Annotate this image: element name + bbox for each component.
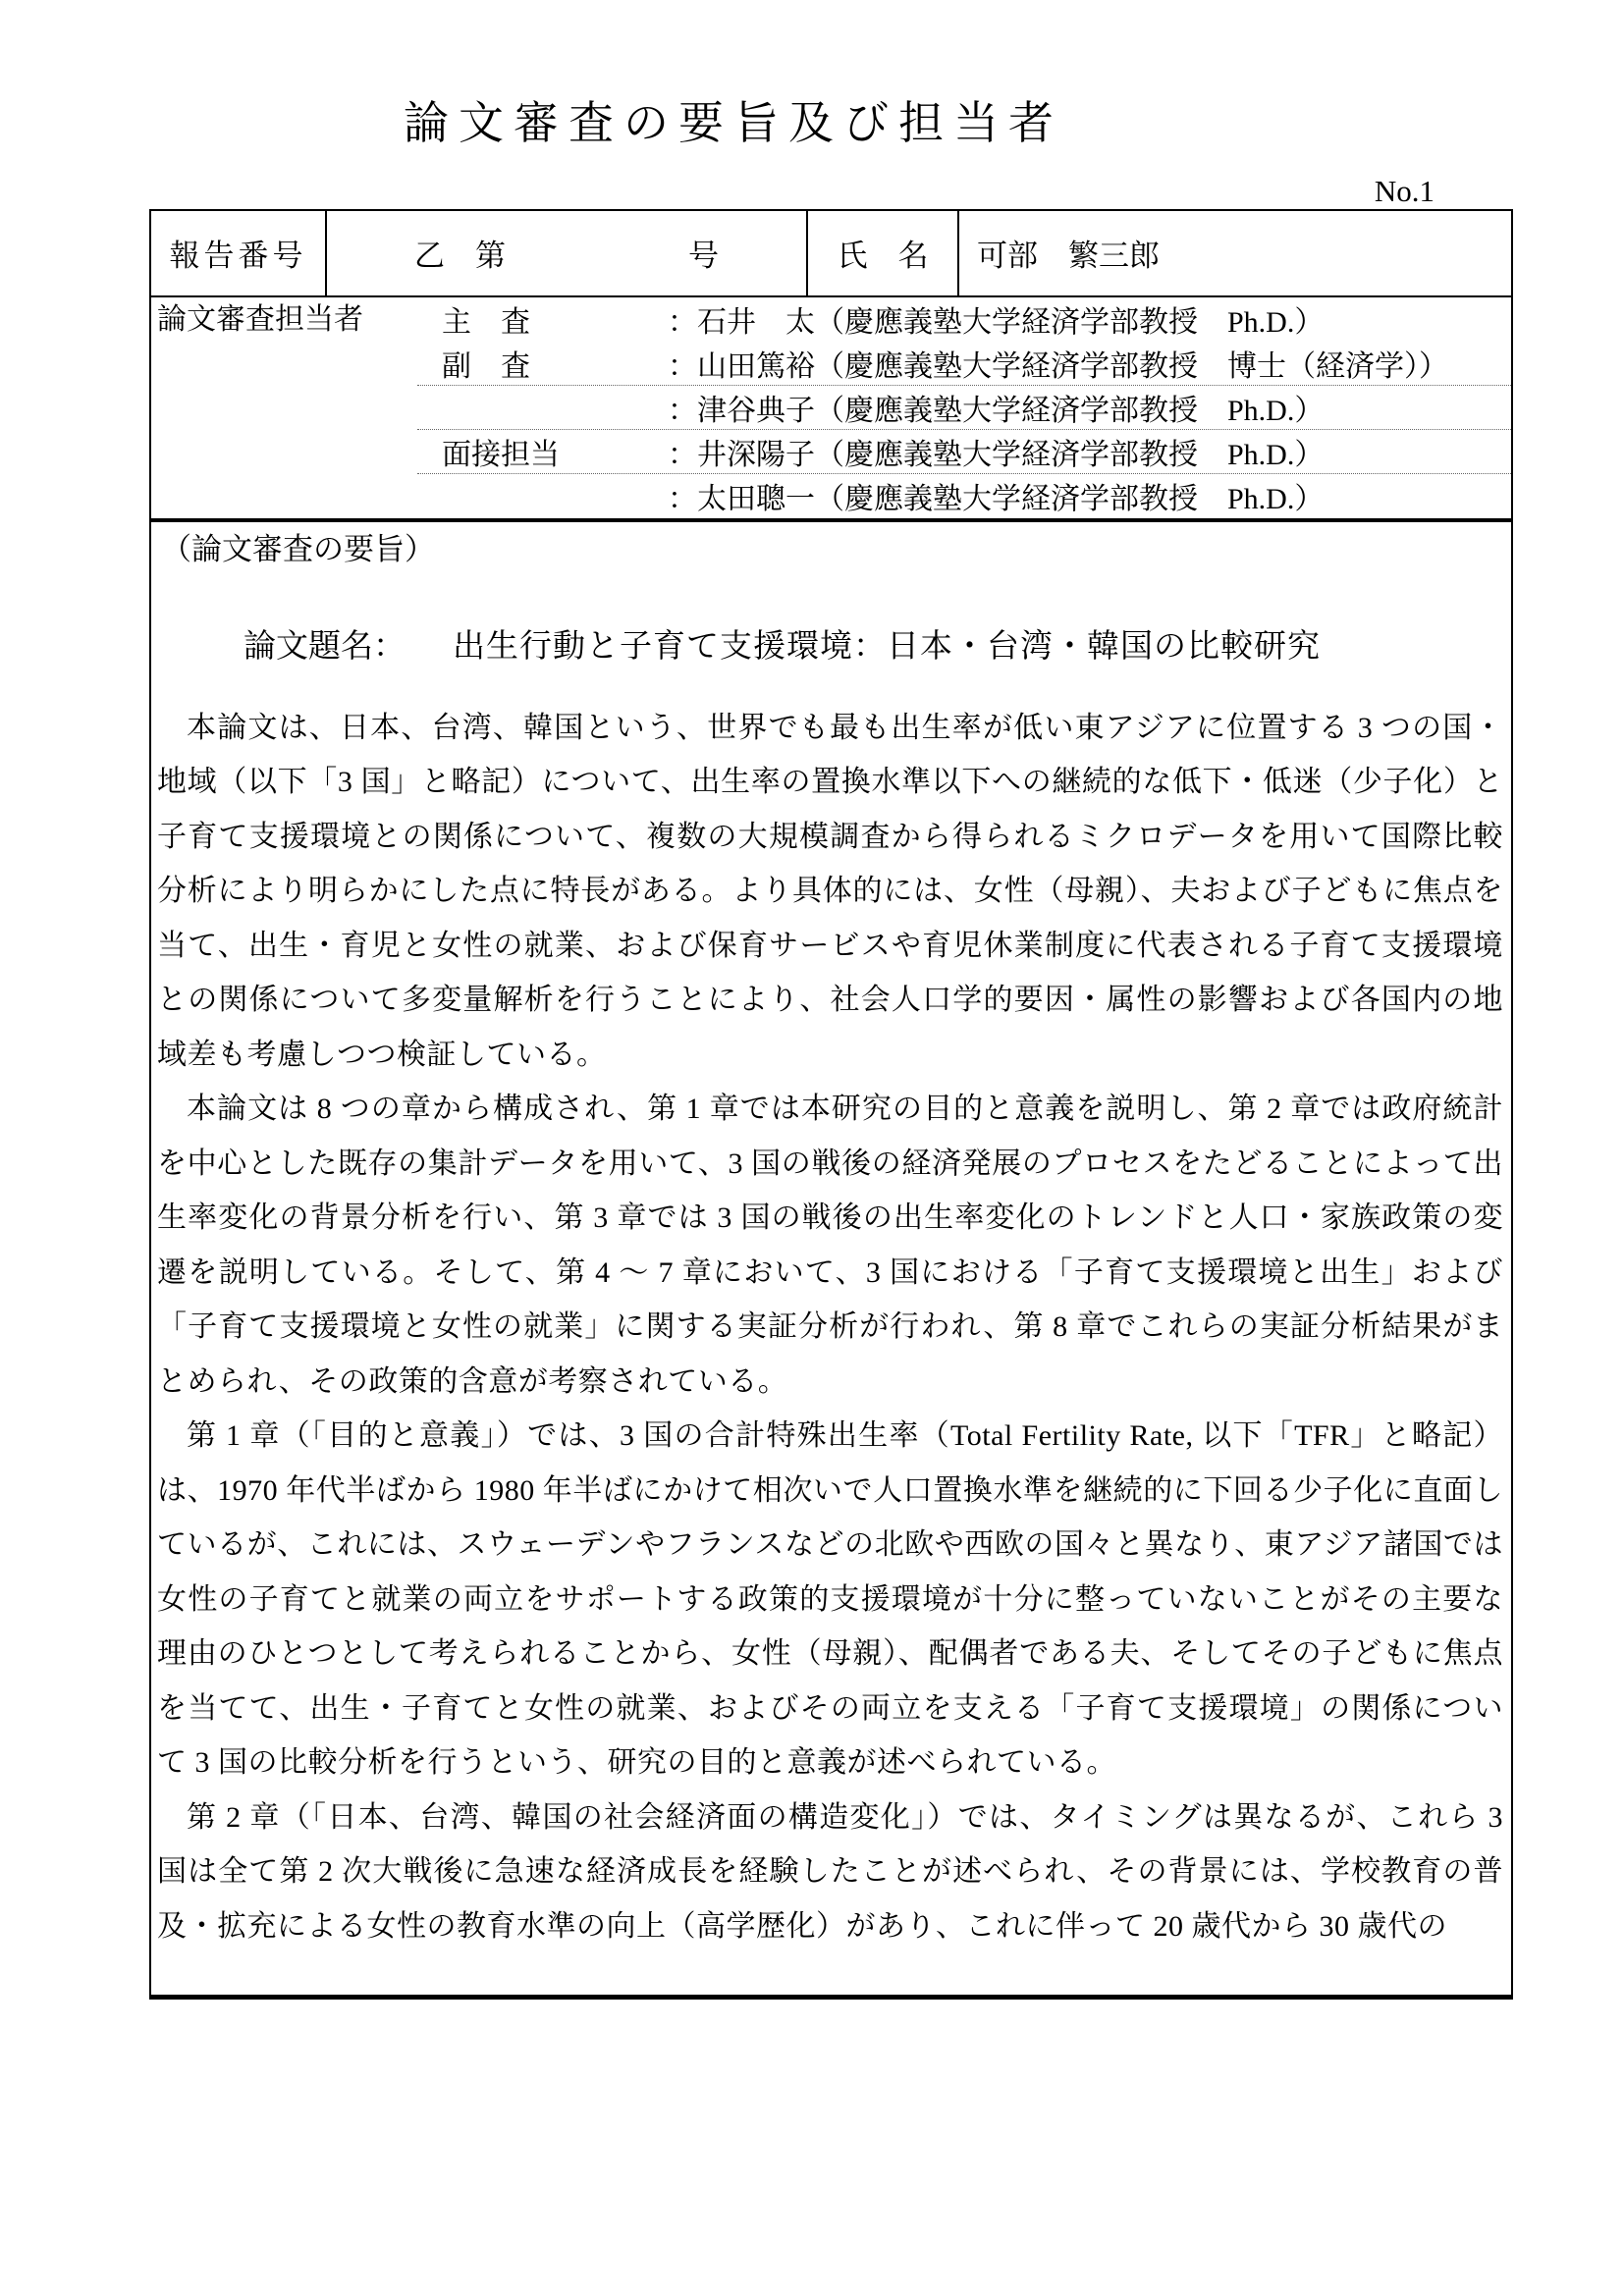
summary-body <box>157 701 1503 1954</box>
examiner-row-chief <box>417 297 1511 342</box>
name-value: 可部 繁三郎 <box>977 239 1160 274</box>
examiner-row-deputy2 <box>417 386 1511 430</box>
report-number-value: 乙 第 号 <box>325 211 808 295</box>
examiners-label: 論文審査担当者 <box>157 302 363 336</box>
summary-section-label: （論文審査の要旨） <box>161 531 435 566</box>
report-header-row <box>151 211 1511 297</box>
examiner-role: 主 査 <box>442 306 530 340</box>
report-number-label: 報告番号 <box>169 239 307 274</box>
summary-section <box>151 522 1511 1995</box>
examiner-entry: ：石井 太（慶應義塾大学経済学部教授 Ph.D.） <box>668 306 1325 340</box>
page-title: 論文審査の要旨及び担当者 <box>404 98 1063 148</box>
thesis-title-label: 論文題名： <box>244 628 406 665</box>
summary-paragraph-1: 本論文は、日本、台湾、韓国という、世界でも最も出生率が低い東アジアに位置する 3 つの国・地域（以下「3 国」と略記）について、出生率の置換水準以下への継続的な低下・低迷（少子化）と子育て支援環境との関係について、複数の大規模調査から得られるミクロデータを用いて国際比較分析により明らかにした点に特長がある。より具体的には、女性（母親）、夫および子どもに焦点を当て、出生・育児と女性の就業、および保育サービスや育児休業制度に代表される子育て支援環境との関係について多変量解析を行うことにより、社会人口学的要因・属性の影響および各国内の地域差も考慮しつつ検証している。 <box>157 711 1503 1071</box>
summary-paragraph-3: 第 1 章（「目的と意義」）では、3 国の合計特殊出生率（Total Fertility Rate, 以下「TFR」と略記）は、1970 年代半ばから 1980 年半ばにかけて相次いで人口置換水準を継続的に下回る少子化に直面しているが、これには、スウェーデンやフランスなどの北欧や西欧の国々と異なり、東アジア諸国では女性の子育てと就業の両立をサポートする政策的支援環境が十分に整っていないことがその主要な理由のひとつとして考えられることから、女性（母親）、配偶者である夫、そしてその子どもに焦点を当てて、出生・子育てと女性の就業、およびその両立を支える「子育て支援環境」の関係について 3 国の比較分析を行うという、研究の目的と意義が述べられている。 <box>157 1419 1503 1780</box>
name-label: 氏 名 <box>808 211 959 295</box>
page-number: No.1 <box>1374 173 1435 208</box>
summary-paragraph-2: 本論文は 8 つの章から構成され、第 1 章では本研究の目的と意義を説明し、第 2 章では政府統計を中心とした既存の集計データを用いて、3 国の戦後の経済発展のプロセスをたどることによって出生率変化の背景分析を行い、第 3 章では 3 国の戦後の出生率変化のトレンドと人口・家族政策の変遷を説明している。そして、第 4 ～ 7 章において、3 国における「子育て支援環境と出生」および「子育て支援環境と女性の就業」に関する実証分析が行われ、第 8 章でこれらの実証分析結果がまとめられ、その政策的含意が考察されている。 <box>157 1093 1503 1398</box>
examiner-row-interviewer2 <box>417 474 1511 518</box>
examiner-role: 副 査 <box>442 349 530 383</box>
examiner-role: 面接担当 <box>442 438 560 471</box>
examiner-row-interviewer <box>417 430 1511 474</box>
summary-paragraph-4: 第 2 章（「日本、台湾、韓国の社会経済面の構造変化」）では、タイミングは異なるが、これら 3 国は全て第 2 次大戦後に急速な経済成長を経験したことが述べられ、その背景には、学校教育の普及・拡充による女性の教育水準の向上（高学歴化）があり、これに伴って 20 歳代から 30 歳代の <box>157 1800 1503 1943</box>
examiner-row-deputy <box>417 342 1511 386</box>
examiners-list <box>417 297 1511 518</box>
examiner-entry: ：井深陽子（慶應義塾大学経済学部教授 Ph.D.） <box>668 438 1325 471</box>
examiner-entry: ：山田篤裕（慶應義塾大学経済学部教授 博士（経済学）） <box>668 349 1448 383</box>
thesis-title-line <box>157 626 1503 667</box>
review-table <box>149 209 1513 2000</box>
examiners-row <box>151 297 1511 522</box>
examiner-entry: ：津谷典子（慶應義塾大学経済学部教授 Ph.D.） <box>668 394 1325 427</box>
examiner-entry: ：太田聰一（慶應義塾大学経済学部教授 Ph.D.） <box>668 483 1325 516</box>
thesis-title: 出生行動と子育て支援環境：日本・台湾・韓国の比較研究 <box>453 628 1321 665</box>
